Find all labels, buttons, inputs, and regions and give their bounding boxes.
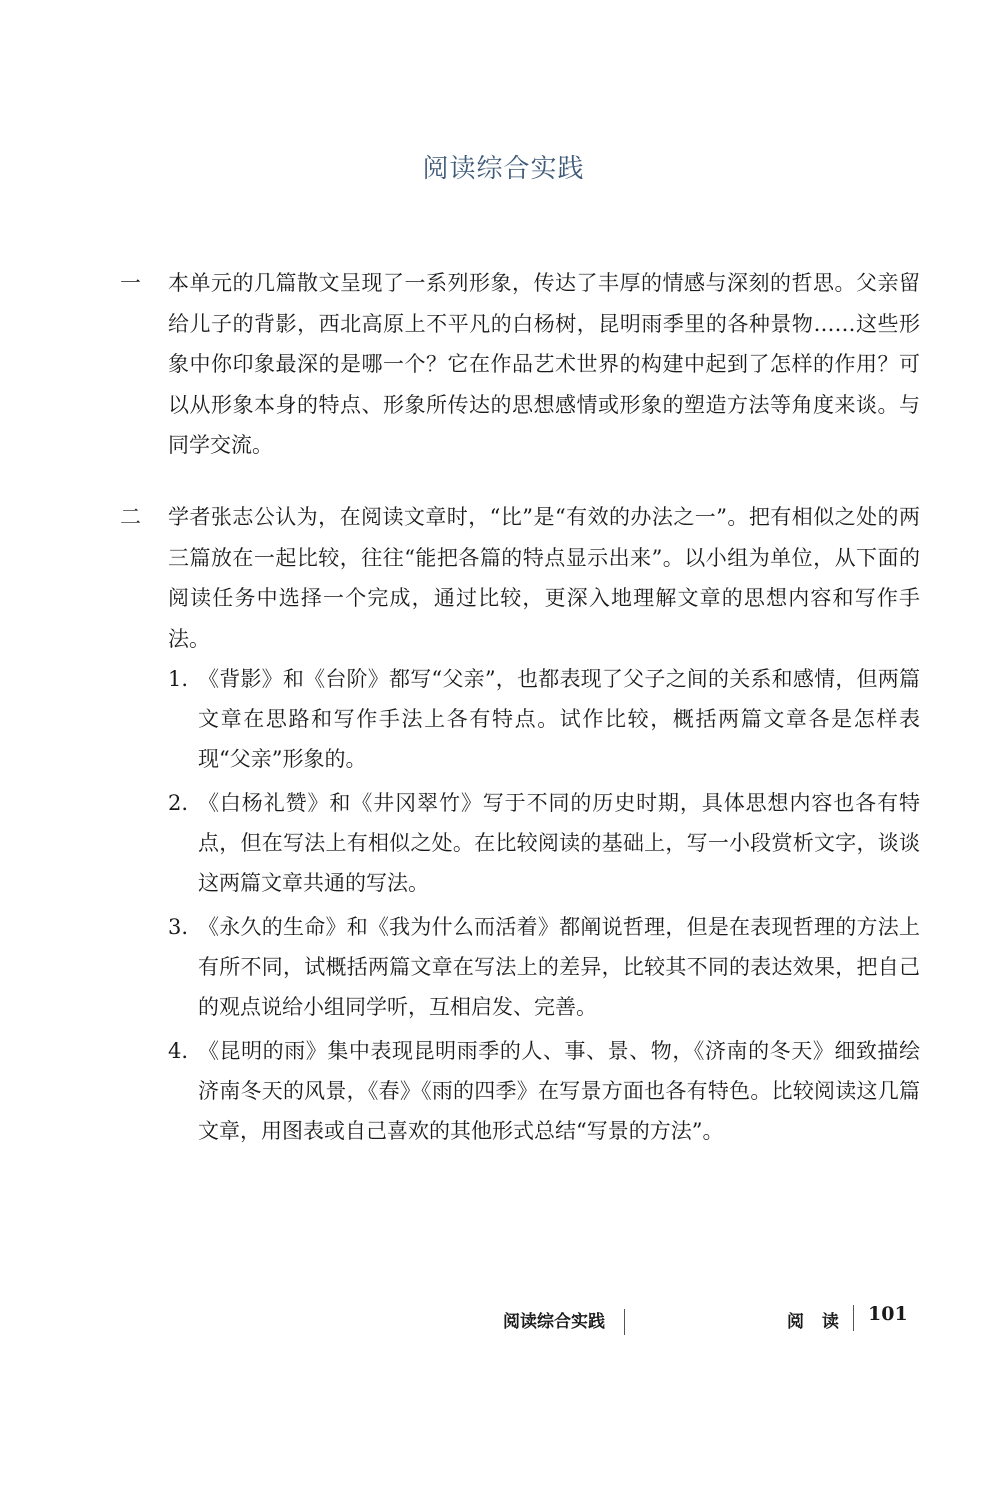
task-text: 《昆明的雨》集中表现昆明雨季的人、事、景、物，《济南的冬天》细致描绘济南冬天的风景，《春》《雨的四季》在写景方面也各有特色。比较阅读这几篇文章，用图表或自己喜欢的其他形式总结“写景的方法”。 — [198, 1039, 920, 1143]
task-item-1 — [168, 659, 920, 779]
task-list — [168, 659, 920, 1151]
section-two — [120, 497, 920, 1155]
page-title: 阅读综合实践 — [422, 154, 585, 184]
task-number: 1. — [168, 667, 189, 691]
section-one — [120, 263, 920, 466]
page-footer — [0, 1303, 1007, 1337]
task-number: 4. — [168, 1039, 189, 1063]
section-text: 学者张志公认为，在阅读文章时，“比”是“有效的办法之一”。把有相似之处的两三篇放在一起比较，往往“能把各篇的特点显示出来”。以小组为单位，从下面的阅读任务中选择一个完成，通过比较，更深入地理解文章的思想内容和写作手法。 — [168, 505, 920, 651]
section-text: 本单元的几篇散文呈现了一系列形象，传达了丰厚的情感与深刻的哲思。父亲留给儿子的背影，西北高原上不平凡的白杨树，昆明雨季里的各种景物……这些形象中你印象最深的是哪一个？它在作品艺术世界的构建中起到了怎样的作用？可以从形象本身的特点、形象所传达的思想感情或形象的塑造方法等角度来谈。与同学交流。 — [168, 271, 920, 457]
footer-divider — [624, 1309, 625, 1335]
task-text: 《永久的生命》和《我为什么而活着》都阐说哲理，但是在表现哲理的方法上有所不同，试概括两篇文章在写法上的差异，比较其不同的表达效果，把自己的观点说给小组同学听，互相启发、完善。 — [198, 915, 920, 1019]
task-text: 《白杨礼赞》和《井冈翠竹》写于不同的历史时期，具体思想内容也各有特点，但在写法上有相似之处。在比较阅读的基础上，写一小段赏析文字，谈谈这两篇文章共通的写法。 — [198, 791, 920, 895]
footer-section-name: 阅读综合实践 — [503, 1312, 605, 1332]
page-number: 101 — [868, 1303, 908, 1325]
footer-unit: 阅 读 — [787, 1312, 845, 1332]
task-item-2 — [168, 783, 920, 903]
task-number: 2. — [168, 791, 189, 815]
section-number: 一 — [120, 271, 141, 295]
footer-divider — [853, 1305, 854, 1331]
task-number: 3. — [168, 915, 189, 939]
task-text: 《背影》和《台阶》都写“父亲”，也都表现了父子之间的关系和感情，但两篇文章在思路和写作手法上各有特点。试作比较，概括两篇文章各是怎样表现“父亲”形象的。 — [198, 667, 920, 771]
task-item-3 — [168, 907, 920, 1027]
task-item-4 — [168, 1031, 920, 1151]
section-number: 二 — [120, 505, 141, 529]
